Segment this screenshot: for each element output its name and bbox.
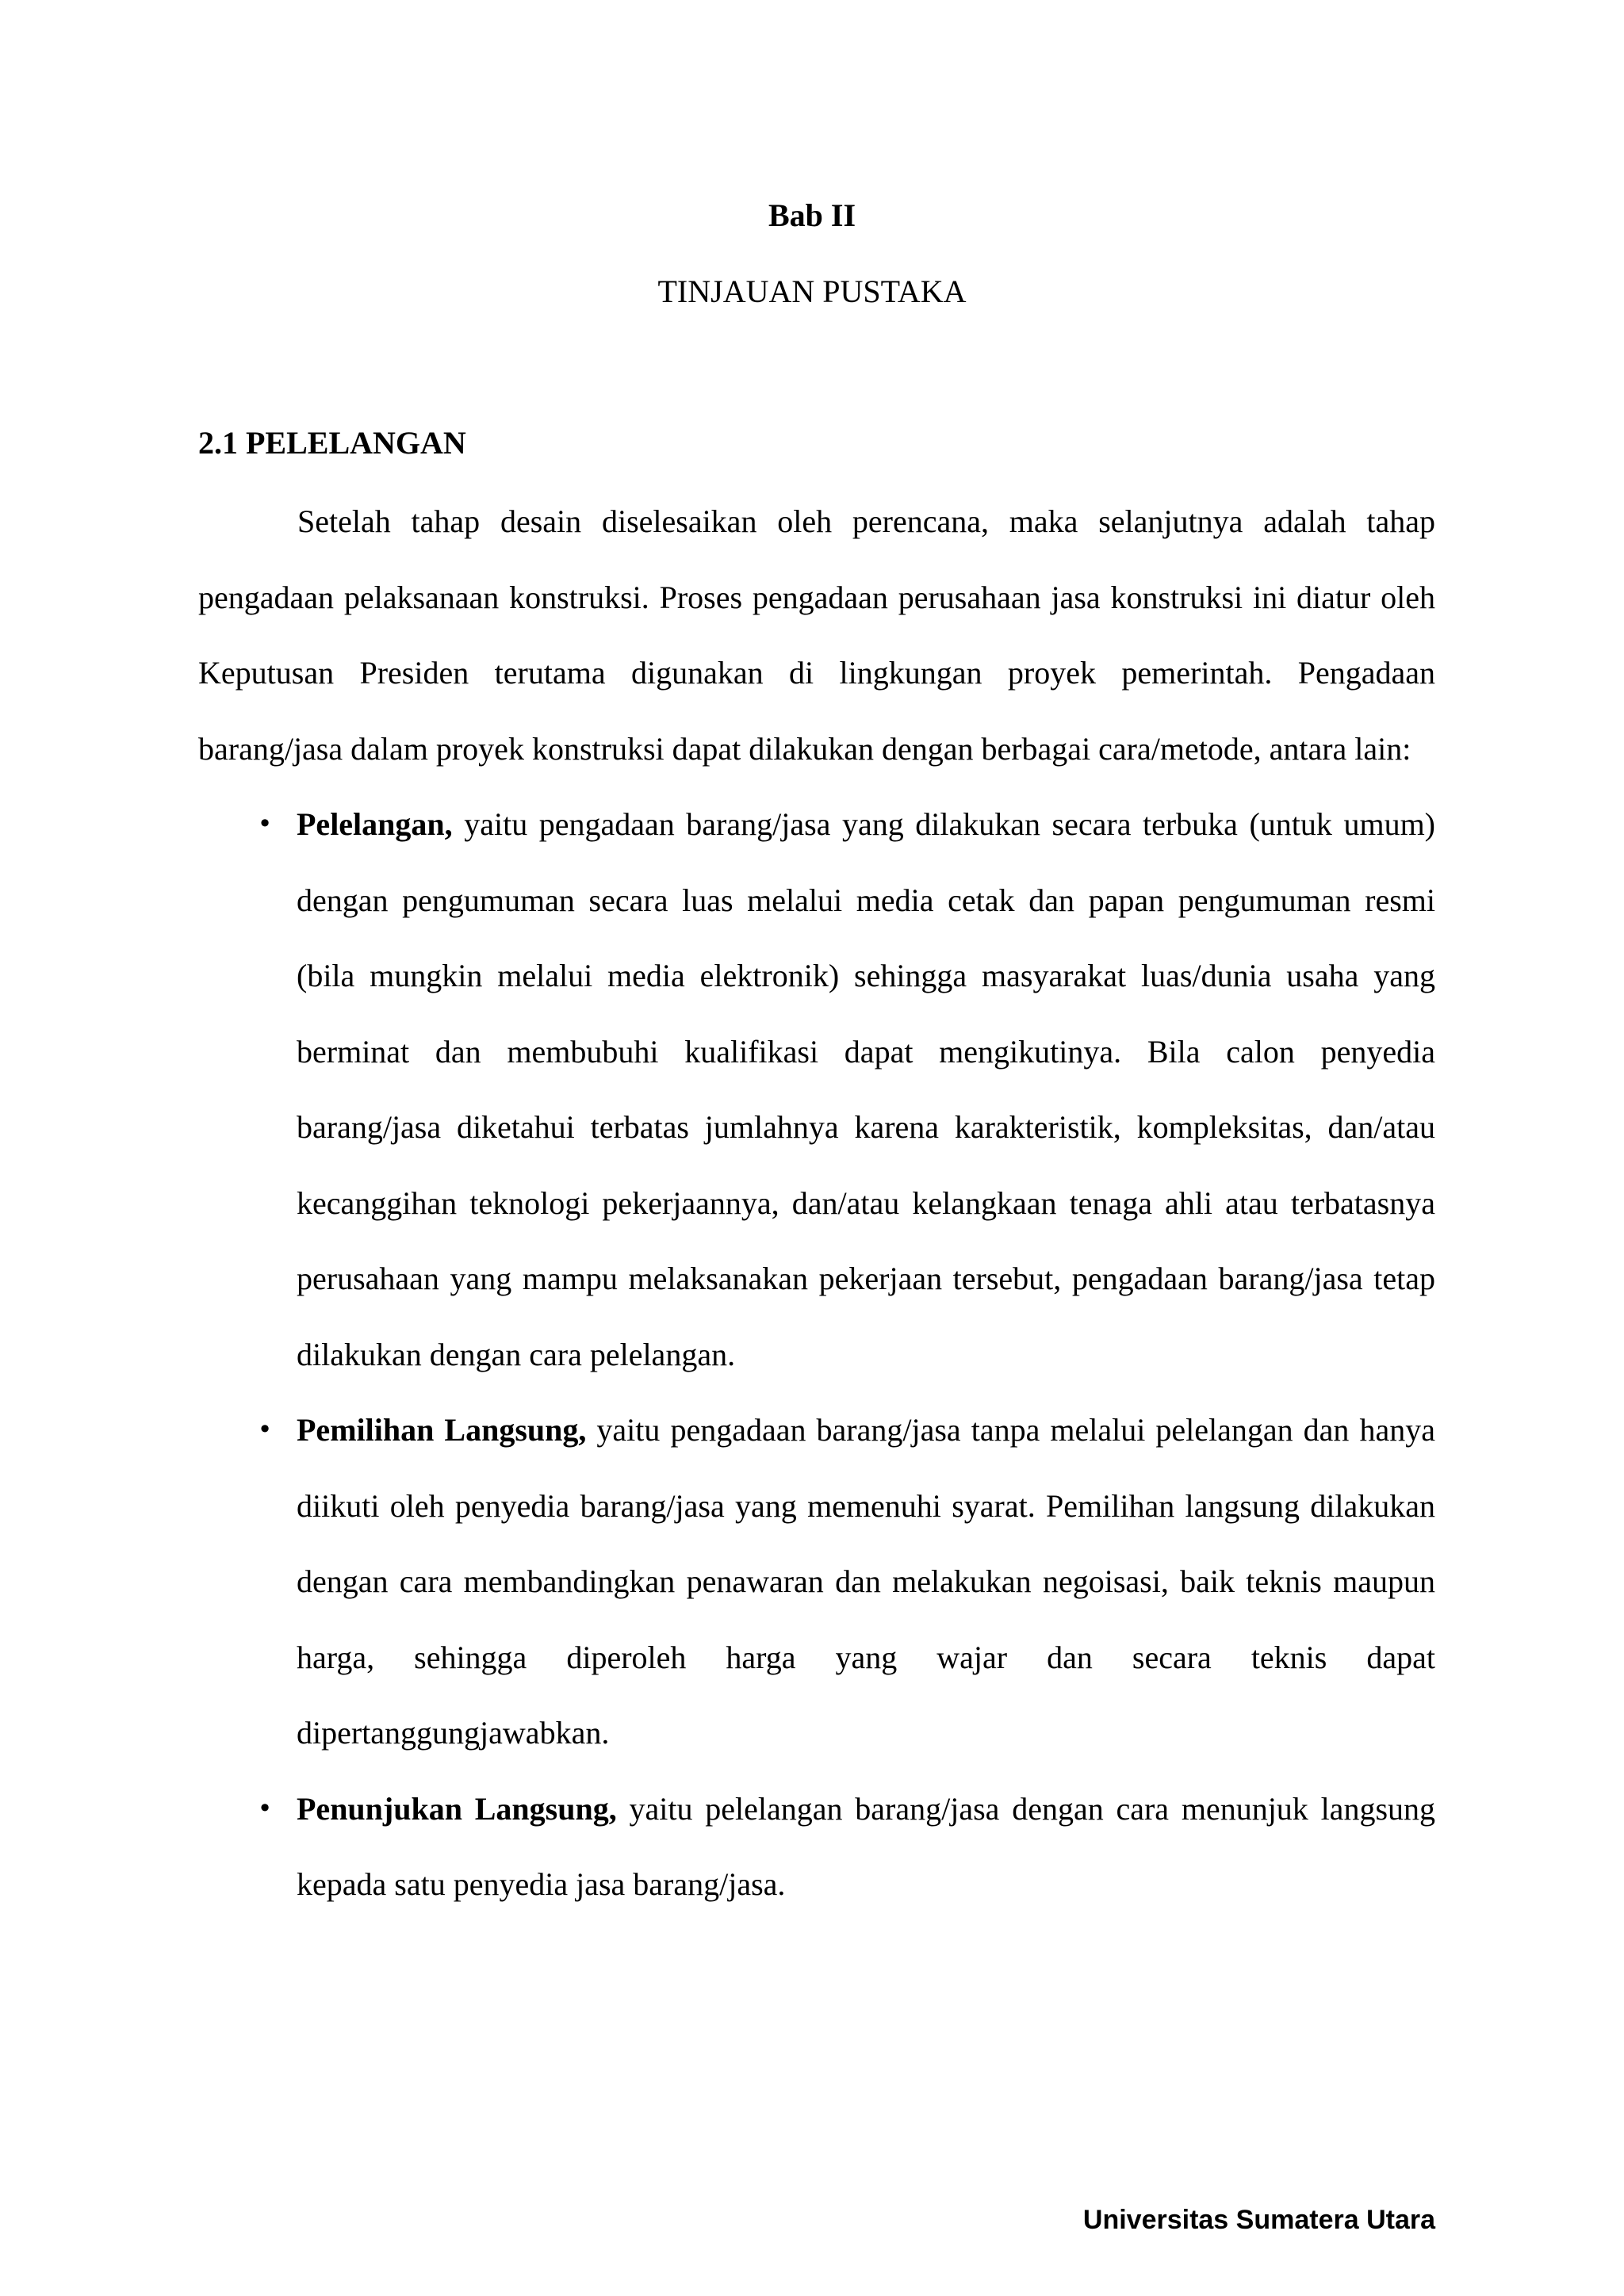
intro-paragraph: Setelah tahap desain diselesaikan oleh perencana, maka selanjutnya adalah tahap pengadaan pelaksanaan konstruksi. Proses pengadaan perusahaan jasa konstruksi ini diatur oleh Keputusan Presiden terutama digunakan di lingkungan proyek pemerintah. Pengadaan barang/jasa dalam proyek konstruksi dapat dilakukan dengan berbagai cara/metode, antara lain: bbox=[198, 503, 1435, 767]
list-item-text: yaitu pelelangan barang/jasa dengan cara menunjuk langsung kepada satu penyedia jasa barang/jasa. bbox=[297, 1790, 1436, 1902]
section-heading: 2.1 PELELANGAN bbox=[198, 425, 466, 461]
list-item-text: yaitu pengadaan barang/jasa yang dilakukan secara terbuka (untuk umum) dengan pengumuman secara luas melalui media cetak dan papan pengumuman resmi (bila mungkin melalui media elektronik) sehingga masyarakat luas/dunia usaha yang berminat dan membubuhi kualifikasi dapat mengikutinya. Bila calon penyedia barang/jasa diketahui terbatas jumlahnya karena karakteristik, kompleksitas, dan/atau kecanggihan teknologi pekerjaannya, dan/atau kelangkaan tenaga ahli atau terbatasnya perusahaan yang mampu melaksanakan pekerjaan tersebut, pengadaan barang/jasa tetap dilakukan dengan cara pelelangan. bbox=[297, 806, 1435, 1372]
list-item-term: Penunjukan Langsung, bbox=[297, 1790, 617, 1827]
section-body bbox=[198, 484, 1435, 1923]
list-item bbox=[198, 1392, 1435, 1771]
list-item-term: Pemilihan Langsung, bbox=[297, 1412, 587, 1448]
bullet-icon: • bbox=[257, 1793, 273, 1823]
list-item-text: yaitu pengadaan barang/jasa tanpa melalui pelelangan dan hanya diikuti oleh penyedia barang/jasa yang memenuhi syarat. Pemilihan langsung dilakukan dengan cara membandingkan penawaran dan melakukan negoisasi, baik teknis maupun harga, sehingga diperoleh harga yang wajar dan secara teknis dapat dipertanggungjawabkan. bbox=[297, 1412, 1435, 1751]
list-item bbox=[198, 1771, 1435, 1923]
bullet-icon: • bbox=[257, 809, 273, 839]
method-list bbox=[198, 786, 1435, 1923]
footer-institution: Universitas Sumatera Utara bbox=[1082, 2205, 1435, 2235]
chapter-title: TINJAUAN PUSTAKA bbox=[657, 274, 967, 309]
bullet-icon: • bbox=[257, 1414, 273, 1445]
list-item-term: Pelelangan, bbox=[297, 806, 453, 842]
list-item bbox=[198, 786, 1435, 1392]
chapter-label: Bab II bbox=[768, 197, 856, 233]
